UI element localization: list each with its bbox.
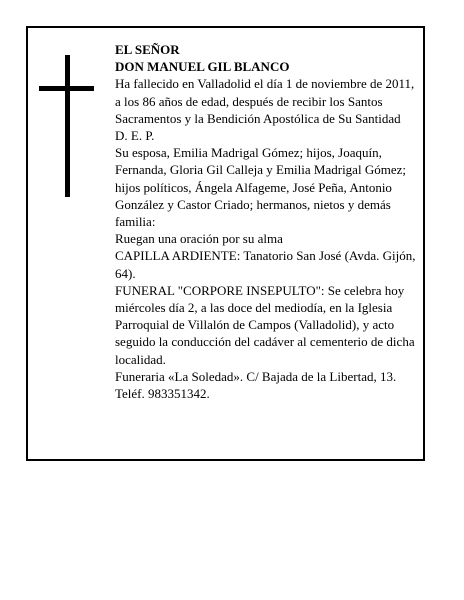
- notice-text: [115, 41, 421, 402]
- obituary-notice: [26, 26, 425, 461]
- notice-title-line1: EL SEÑOR: [115, 42, 180, 57]
- funeral-info: FUNERAL "CORPORE INSEPULTO": Se celebra hoy miércoles día 2, a las doce del mediodía, en la Iglesia Parroquial de Villalón de Campos (Valladolid), y acto seguido la conducción del cadáver al cementerio de dicha localidad.: [115, 282, 415, 367]
- death-announcement: Ha fallecido en Valladolid el día 1 de noviembre de 2011, a los 86 años de edad, después de recibir los Santos Sacramentos y la Bendición Apostólica de Su Santidad: [115, 76, 415, 126]
- chapel-info: CAPILLA ARDIENTE: Tanatorio San José (Avda. Gijón, 64).: [115, 248, 416, 281]
- prayer-request: Ruegan una oración por su alma: [115, 231, 283, 247]
- cross-icon: [39, 55, 94, 197]
- family-list: Su esposa, Emilia Madrigal Gómez; hijos, Joaquín, Fernanda, Gloria Gil Calleja y Emilia Madrigal Gómez; hijos políticos, Ángela Alfageme, José Peña, Antonio González y Castor Criado; hermanos, nietos y demás familia:: [115, 145, 406, 230]
- notice-title-line2: DON MANUEL GIL BLANCO: [115, 59, 290, 75]
- rip-line: D. E. P.: [115, 128, 155, 144]
- funeral-home-info: Funeraria «La Soledad». C/ Bajada de la Libertad, 13. Teléf. 983351342.: [115, 368, 397, 402]
